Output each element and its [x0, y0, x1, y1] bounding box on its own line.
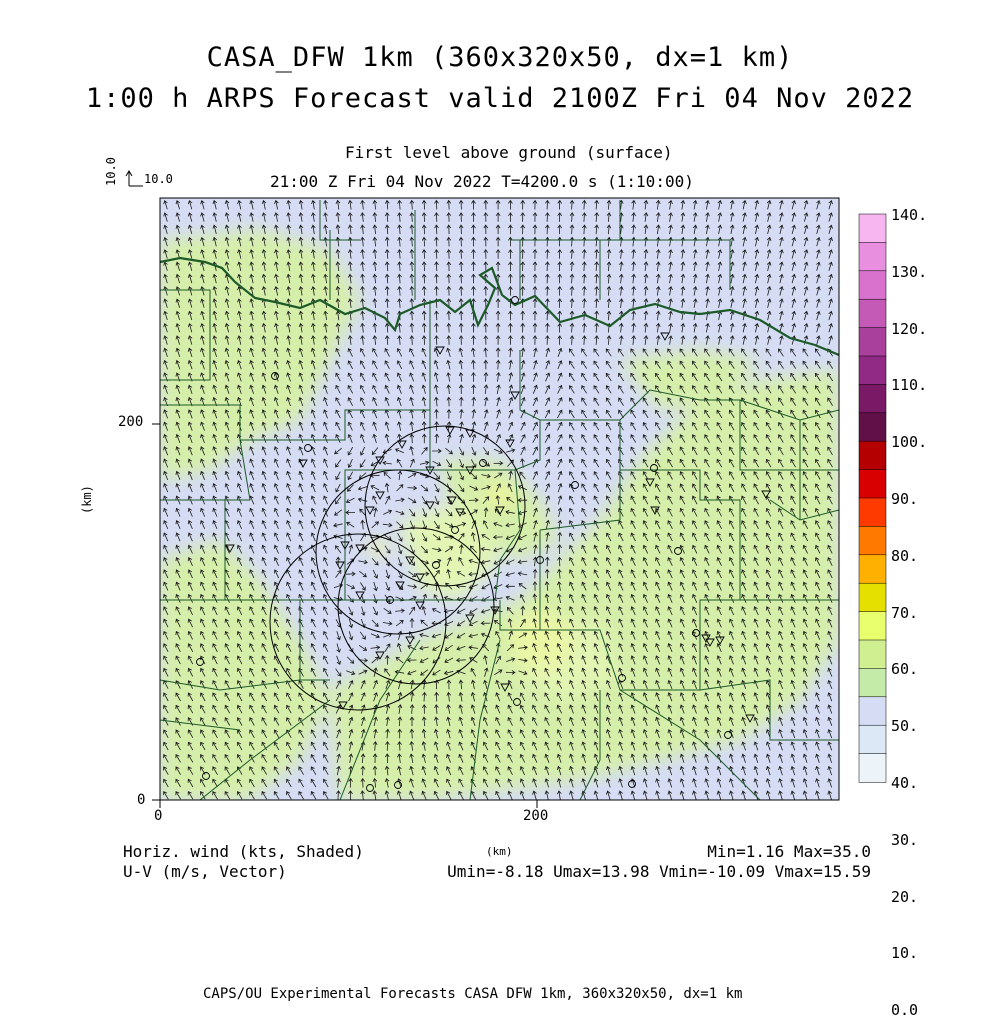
y-axis-label: (km) — [80, 485, 94, 514]
wind-arrow-icon — [841, 336, 845, 345]
wind-arrow-icon — [840, 472, 845, 480]
wind-arrow-icon — [840, 693, 844, 701]
colorbar-swatch — [859, 470, 886, 499]
level-label: First level above ground (surface) — [345, 143, 673, 162]
time-label: 21:00 Z Fri 04 Nov 2022 T=4200.0 s (1:10:00) — [270, 172, 694, 191]
colorbar-label: 90. — [891, 490, 919, 508]
wind-arrow-icon — [841, 201, 845, 210]
wind-arrow-icon — [840, 410, 845, 418]
wind-arrow-icon — [840, 570, 845, 578]
colorbar-label: 50. — [891, 717, 919, 736]
colorbar-label: 110. — [891, 376, 928, 395]
wind-arrow-icon — [840, 509, 845, 517]
wind-arrow-icon — [841, 250, 845, 259]
wind-arrow-icon — [840, 349, 845, 356]
colorbar-label: 130. — [891, 262, 928, 281]
colorbar-label: 80. — [891, 546, 919, 565]
colorbar-swatch — [859, 583, 886, 612]
colorbar-swatch — [859, 555, 886, 584]
wind-arrow-icon — [841, 324, 845, 333]
wind-arrow-icon — [840, 484, 845, 492]
wind-arrow-icon — [840, 386, 845, 394]
colorbar-swatch — [859, 242, 886, 271]
colorbar-swatch — [859, 526, 886, 555]
footer-uv-stats: Umin=-8.18 Umax=13.98 Vmin=-10.09 Vmax=15.59 — [447, 862, 871, 881]
wind-arrow-icon — [840, 459, 845, 467]
colorbar-swatch — [859, 498, 886, 527]
wind-arrow-icon — [840, 373, 845, 381]
wind-arrow-icon — [841, 238, 845, 247]
wind-arrow-icon — [841, 299, 845, 308]
wind-arrow-icon — [840, 447, 845, 455]
footer-credit: CAPS/OU Experimental Forecasts CASA DFW 1km, 360x320x50, dx=1 km — [203, 986, 743, 1002]
colorbar-swatch — [859, 441, 886, 470]
colorbar-swatch — [859, 754, 886, 783]
ref-vector-label-horizontal: 10.0 — [144, 172, 173, 186]
wind-arrow-icon — [841, 262, 845, 271]
wind-arrow-icon — [841, 311, 845, 320]
y-tick-200: 200 — [118, 414, 144, 430]
colorbar-label: 10. — [891, 944, 919, 963]
reference-vector-icon — [126, 171, 143, 186]
wind-arrow-icon — [840, 607, 844, 615]
wind-arrow-icon — [840, 742, 844, 750]
y-tick-0: 0 — [137, 792, 146, 808]
wind-arrow-icon — [840, 582, 844, 590]
x-axis-label: (km) — [486, 845, 513, 858]
wind-arrow-icon — [840, 644, 844, 652]
colorbar-swatch — [859, 214, 886, 243]
colorbar-label: 30. — [891, 830, 919, 849]
title-line-2: 1:00 h ARPS Forecast valid 2100Z Fri 04 Nov 2022 — [85, 83, 915, 114]
colorbar-label: 40. — [891, 774, 919, 792]
wind-arrow-icon — [841, 275, 845, 284]
wind-arrow-icon — [840, 496, 845, 504]
colorbar-label: 70. — [891, 603, 919, 622]
x-tick-200: 200 — [523, 808, 549, 824]
wind-arrow-icon — [840, 791, 844, 800]
colorbar-label: 140. — [891, 206, 928, 224]
wind-arrow-icon — [840, 681, 844, 689]
colorbar-swatch — [859, 328, 886, 357]
colorbar-swatch — [859, 668, 886, 697]
footer-shaded-label: Horiz. wind (kts, Shaded) — [123, 842, 364, 861]
wind-arrow-icon — [840, 779, 844, 788]
footer-vector-label: U-V (m/s, Vector) — [123, 862, 287, 881]
wind-arrow-icon — [840, 668, 844, 676]
wind-arrow-icon — [841, 287, 845, 296]
colorbar-swatch — [859, 697, 886, 726]
wind-arrow-icon — [840, 631, 844, 639]
wind-arrow-icon — [840, 545, 845, 553]
x-tick-0: 0 — [154, 808, 163, 824]
wind-arrow-icon — [840, 717, 844, 725]
colorbar-swatch — [859, 612, 886, 641]
wind-arrow-icon — [840, 656, 844, 664]
footer-min-max: Min=1.16 Max=35.0 — [707, 842, 871, 861]
wind-arrow-icon — [840, 705, 844, 713]
wind-arrow-icon — [840, 619, 844, 627]
wind-arrow-icon — [840, 435, 845, 443]
colorbar-swatch — [859, 356, 886, 385]
wind-arrow-icon — [840, 423, 845, 431]
wind-arrow-icon — [840, 521, 845, 529]
wind-arrow-icon — [840, 730, 844, 738]
wind-arrow-icon — [840, 767, 844, 776]
colorbar-swatch — [859, 299, 886, 328]
colorbar-swatch — [859, 640, 886, 669]
colorbar-label: 120. — [891, 319, 928, 338]
colorbar-label: 60. — [891, 660, 919, 679]
wind-arrow-icon — [840, 361, 845, 368]
wind-speed-shading — [160, 198, 845, 800]
colorbar-swatch — [859, 384, 886, 413]
colorbar-label: 20. — [891, 887, 919, 906]
colorbar-swatch — [859, 271, 886, 300]
wind-arrow-icon — [840, 754, 844, 763]
colorbar-label: 100. — [891, 433, 928, 452]
wind-arrow-icon — [841, 213, 845, 222]
wind-arrow-icon — [841, 225, 845, 234]
wind-arrow-icon — [840, 533, 845, 541]
colorbar-label: 0.0 — [891, 1001, 919, 1019]
wind-arrow-icon — [840, 595, 844, 603]
colorbar — [859, 214, 886, 782]
title-line-1: CASA_DFW 1km (360x320x50, dx=1 km) — [206, 42, 794, 73]
colorbar-swatch — [859, 725, 886, 754]
colorbar-swatch — [859, 413, 886, 442]
wind-arrow-icon — [840, 398, 845, 406]
ref-vector-label-vertical: 10.0 — [104, 157, 118, 186]
wind-arrow-icon — [840, 558, 845, 566]
